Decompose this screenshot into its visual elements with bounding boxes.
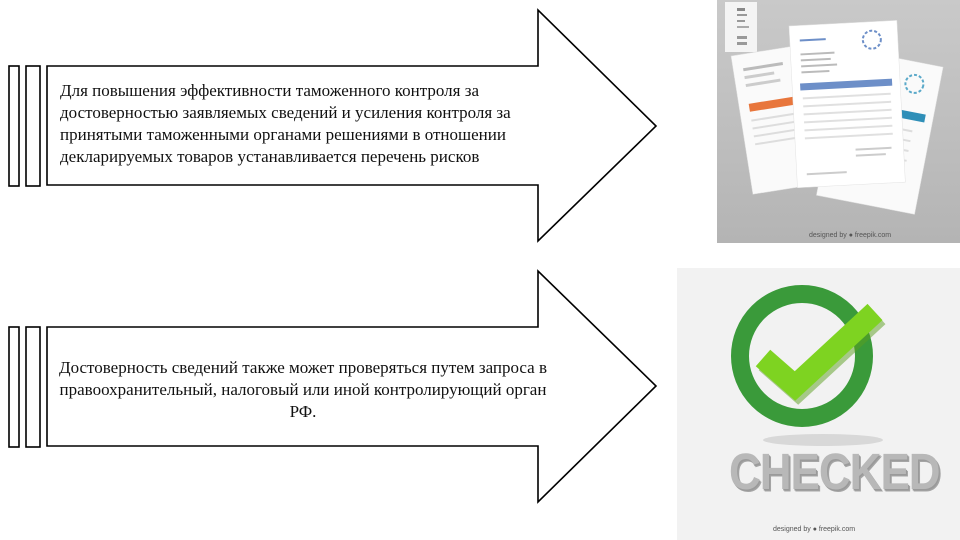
arrow-2-stripe-outer [9,327,19,447]
checked-illustration [677,268,960,540]
documents-icon [717,0,960,243]
verification-text: Достоверность сведений также может проверяться путем запроса в правоохранительный, налоговый или иной контролирующий орган РФ. [58,358,547,421]
risk-list-text: Для повышения эффективности таможенного контроля за достоверностью заявляемых сведений и усиления контроля за принятыми таможенными органами решениями в отношении декларируемых товаров устанавливается перечень рисков [60,81,511,166]
checked-label: CHECKED [729,444,940,501]
arrow-1-stripe-outer [9,66,19,186]
arrow-2-stripe-inner [26,327,40,447]
checked-credit: designed by ● freepik.com [773,526,856,533]
documents-illustration [717,0,960,243]
documents-credit: designed by ● freepik.com [809,232,892,239]
arrow-1-stripe-inner [26,66,40,186]
